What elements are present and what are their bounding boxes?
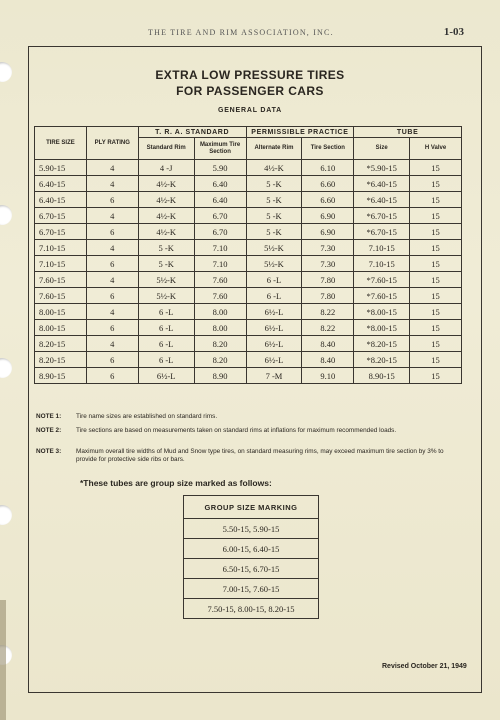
cell-standard-rim: 6½-L (138, 368, 194, 384)
cell-max-tire-section: 8.00 (194, 304, 246, 320)
cell-tube-size: *6.70-15 (354, 224, 410, 240)
cell-ply-rating: 6 (86, 224, 138, 240)
group-header-tra-standard: T. R. A. STANDARD (138, 127, 246, 138)
cell-valve: 15 (410, 256, 462, 272)
table-row (35, 224, 462, 240)
cell-max-tire-section: 8.20 (194, 352, 246, 368)
cell-valve: 15 (410, 240, 462, 256)
cell-standard-rim: 6 -L (138, 352, 194, 368)
cell-max-tire-section: 6.40 (194, 192, 246, 208)
table-row (35, 368, 462, 384)
page-title-line1: EXTRA LOW PRESSURE TIRES (155, 68, 345, 82)
cell-ply-rating: 6 (86, 320, 138, 336)
note-text: Tire sections are based on measurements taken on standard rims at inflations for maximum recommended loads. (76, 427, 397, 434)
cell-tire-section: 6.60 (302, 192, 354, 208)
cell-tube-size: *7.60-15 (354, 288, 410, 304)
binder-hole (0, 358, 12, 378)
note-label: NOTE 2: (36, 427, 62, 434)
cell-tire-size: 8.00-15 (35, 304, 87, 320)
table-row (35, 288, 462, 304)
cell-max-tire-section: 7.60 (194, 288, 246, 304)
cell-standard-rim: 4½-K (138, 176, 194, 192)
association-name: THE TIRE AND RIM ASSOCIATION, INC. (148, 28, 334, 37)
cell-ply-rating: 6 (86, 256, 138, 272)
cell-tube-size: *8.20-15 (354, 352, 410, 368)
col-header-ply-rating: PLY RATING (86, 127, 138, 160)
cell-tire-section: 8.40 (302, 336, 354, 352)
cell-ply-rating: 4 (86, 272, 138, 288)
note-text: Maximum overall tire widths of Mud and Snow type tires, on standard measuring rims, may exceed maximum tire section by 3% to provide for protective side ribs or bars. (76, 448, 444, 463)
col-header-standard-rim: Standard Rim (138, 138, 194, 160)
group-size-cell: 5.50-15, 5.90-15 (184, 519, 319, 539)
group-size-cell: 6.00-15, 6.40-15 (184, 539, 319, 559)
group-size-table (183, 495, 319, 619)
cell-alternate-rim: 5 -K (246, 208, 302, 224)
cell-tire-section: 8.22 (302, 320, 354, 336)
cell-standard-rim: 6 -L (138, 320, 194, 336)
cell-tire-section: 6.60 (302, 176, 354, 192)
page-edge-shadow (0, 600, 6, 720)
cell-alternate-rim: 5 -K (246, 224, 302, 240)
tire-data-table (34, 126, 462, 384)
cell-valve: 15 (410, 224, 462, 240)
cell-tube-size: *6.70-15 (354, 208, 410, 224)
page-title-line2: FOR PASSENGER CARS (176, 84, 324, 98)
cell-alternate-rim: 6½-L (246, 320, 302, 336)
cell-alternate-rim: 6 -L (246, 288, 302, 304)
cell-standard-rim: 5½-K (138, 288, 194, 304)
revision-date: Revised October 21, 1949 (382, 663, 467, 670)
cell-tire-section: 9.10 (302, 368, 354, 384)
col-header-max-tire-section: Maximum Tire Section (194, 138, 246, 160)
cell-tire-size: 8.20-15 (35, 352, 87, 368)
cell-tire-size: 7.60-15 (35, 272, 87, 288)
table-row (35, 256, 462, 272)
cell-tire-section: 6.90 (302, 208, 354, 224)
cell-standard-rim: 5 -K (138, 240, 194, 256)
cell-ply-rating: 4 (86, 176, 138, 192)
cell-tire-section: 7.80 (302, 288, 354, 304)
cell-standard-rim: 4 -J (138, 160, 194, 176)
cell-alternate-rim: 5 -K (246, 176, 302, 192)
cell-alternate-rim: 5½-K (246, 256, 302, 272)
cell-standard-rim: 4½-K (138, 224, 194, 240)
table-row (35, 160, 462, 176)
cell-valve: 15 (410, 176, 462, 192)
group-size-header: GROUP SIZE MARKING (184, 496, 319, 519)
cell-valve: 15 (410, 208, 462, 224)
cell-ply-rating: 6 (86, 288, 138, 304)
cell-alternate-rim: 5½-K (246, 240, 302, 256)
cell-max-tire-section: 8.90 (194, 368, 246, 384)
cell-standard-rim: 4½-K (138, 192, 194, 208)
col-header-tire-section: Tire Section (302, 138, 354, 160)
cell-tube-size: 7.10-15 (354, 256, 410, 272)
tire-data-body (35, 160, 462, 384)
cell-tube-size: *5.90-15 (354, 160, 410, 176)
cell-ply-rating: 6 (86, 192, 138, 208)
table-row (35, 240, 462, 256)
cell-alternate-rim: 5 -K (246, 192, 302, 208)
cell-tire-size: 7.10-15 (35, 256, 87, 272)
cell-tire-size: 8.20-15 (35, 336, 87, 352)
section-title: GENERAL DATA (217, 107, 283, 114)
cell-tube-size: *6.40-15 (354, 192, 410, 208)
cell-ply-rating: 4 (86, 304, 138, 320)
cell-tube-size: 7.10-15 (354, 240, 410, 256)
cell-max-tire-section: 7.10 (194, 240, 246, 256)
table-row (184, 559, 319, 579)
cell-max-tire-section: 7.60 (194, 272, 246, 288)
table-row (35, 352, 462, 368)
cell-tire-size: 6.40-15 (35, 176, 87, 192)
cell-tire-section: 7.30 (302, 256, 354, 272)
cell-alternate-rim: 4½-K (246, 160, 302, 176)
cell-tire-size: 6.70-15 (35, 208, 87, 224)
table-row (35, 208, 462, 224)
cell-valve: 15 (410, 160, 462, 176)
cell-tube-size: *6.40-15 (354, 176, 410, 192)
cell-max-tire-section: 6.40 (194, 176, 246, 192)
cell-alternate-rim: 6 -L (246, 272, 302, 288)
table-row (35, 336, 462, 352)
group-size-cell: 6.50-15, 6.70-15 (184, 559, 319, 579)
cell-tube-size: *7.60-15 (354, 272, 410, 288)
col-header-tire-size: TIRE SIZE (35, 127, 87, 160)
table-row (35, 304, 462, 320)
cell-ply-rating: 4 (86, 208, 138, 224)
col-header-alternate-rim: Alternate Rim (246, 138, 302, 160)
cell-tube-size: 8.90-15 (354, 368, 410, 384)
cell-standard-rim: 6 -L (138, 336, 194, 352)
group-footnote: *These tubes are group size marked as follows: (80, 478, 272, 488)
cell-ply-rating: 4 (86, 160, 138, 176)
group-header-permissible-practice: PERMISSIBLE PRACTICE (246, 127, 354, 138)
cell-tire-size: 6.40-15 (35, 192, 87, 208)
cell-max-tire-section: 7.10 (194, 256, 246, 272)
group-size-cell: 7.50-15, 8.00-15, 8.20-15 (184, 599, 319, 619)
cell-alternate-rim: 6½-L (246, 352, 302, 368)
cell-ply-rating: 4 (86, 240, 138, 256)
cell-tire-section: 6.90 (302, 224, 354, 240)
page-number: 1-03 (443, 26, 464, 38)
col-header-tube-size: Size (354, 138, 410, 160)
cell-alternate-rim: 6½-L (246, 304, 302, 320)
cell-alternate-rim: 7 -M (246, 368, 302, 384)
binder-hole (0, 205, 12, 225)
cell-tire-size: 8.90-15 (35, 368, 87, 384)
group-size-body (184, 519, 319, 619)
cell-tire-size: 5.90-15 (35, 160, 87, 176)
cell-standard-rim: 6 -L (138, 304, 194, 320)
cell-valve: 15 (410, 288, 462, 304)
table-row (35, 272, 462, 288)
cell-tire-section: 7.30 (302, 240, 354, 256)
cell-max-tire-section: 6.70 (194, 208, 246, 224)
cell-max-tire-section: 8.20 (194, 336, 246, 352)
group-header-tube: TUBE (354, 127, 462, 138)
cell-max-tire-section: 5.90 (194, 160, 246, 176)
note-label: NOTE 1: (36, 413, 62, 420)
cell-valve: 15 (410, 336, 462, 352)
cell-max-tire-section: 6.70 (194, 224, 246, 240)
cell-valve: 15 (410, 352, 462, 368)
cell-valve: 15 (410, 272, 462, 288)
table-row (184, 519, 319, 539)
cell-standard-rim: 5½-K (138, 272, 194, 288)
cell-tire-section: 8.22 (302, 304, 354, 320)
note-label: NOTE 3: (36, 448, 62, 455)
cell-tire-size: 6.70-15 (35, 224, 87, 240)
table-row (184, 539, 319, 559)
cell-standard-rim: 5 -K (138, 256, 194, 272)
cell-tube-size: *8.20-15 (354, 336, 410, 352)
cell-valve: 15 (410, 368, 462, 384)
cell-tube-size: *8.00-15 (354, 320, 410, 336)
table-row (184, 599, 319, 619)
cell-ply-rating: 6 (86, 368, 138, 384)
cell-tire-section: 8.40 (302, 352, 354, 368)
cell-alternate-rim: 6½-L (246, 336, 302, 352)
cell-max-tire-section: 8.00 (194, 320, 246, 336)
cell-tire-size: 7.60-15 (35, 288, 87, 304)
table-row (35, 192, 462, 208)
table-row (184, 579, 319, 599)
group-size-cell: 7.00-15, 7.60-15 (184, 579, 319, 599)
page-header (0, 28, 500, 44)
cell-tire-size: 8.00-15 (35, 320, 87, 336)
col-header-valve: H Valve (410, 138, 462, 160)
cell-valve: 15 (410, 192, 462, 208)
cell-tire-section: 7.80 (302, 272, 354, 288)
cell-valve: 15 (410, 320, 462, 336)
table-row (35, 176, 462, 192)
cell-ply-rating: 6 (86, 352, 138, 368)
table-row (35, 320, 462, 336)
cell-ply-rating: 4 (86, 336, 138, 352)
cell-valve: 15 (410, 304, 462, 320)
cell-tire-size: 7.10-15 (35, 240, 87, 256)
binder-hole (0, 505, 12, 525)
cell-tire-section: 6.10 (302, 160, 354, 176)
cell-standard-rim: 4½-K (138, 208, 194, 224)
cell-tube-size: *8.00-15 (354, 304, 410, 320)
note-text: Tire name sizes are established on standard rims. (76, 413, 218, 420)
